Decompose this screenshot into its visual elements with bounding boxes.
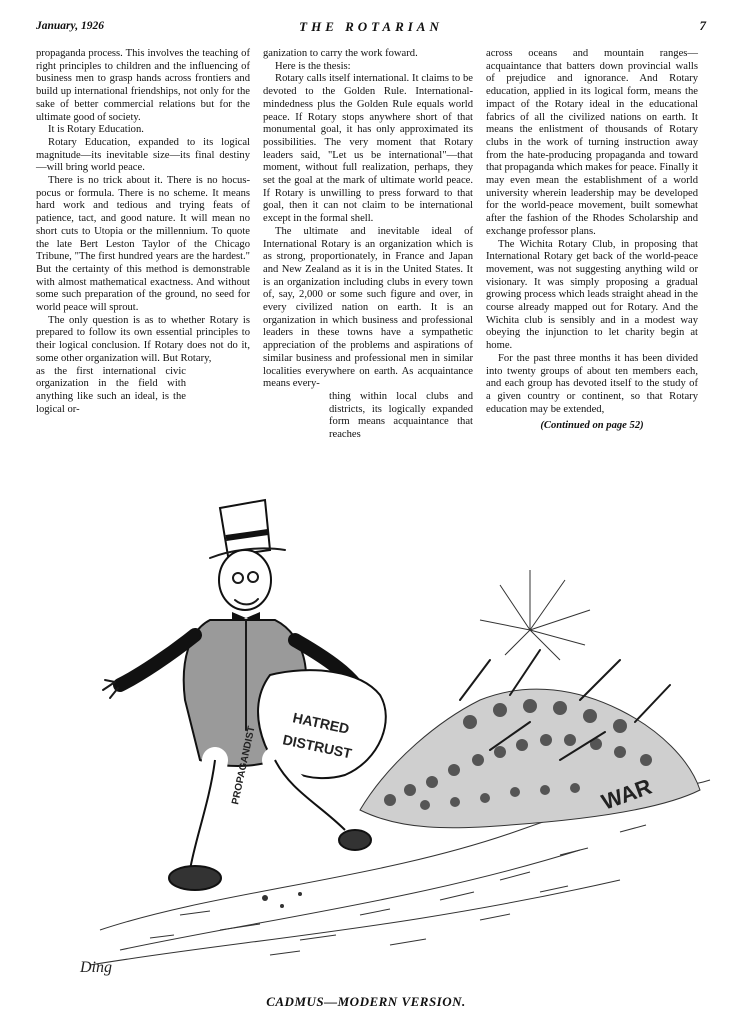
article-column-3: [486, 48, 698, 433]
paragraph: For the past three months it has been divided into twenty groups of about ten members each, and each group has devoted itself to the study of a given country or continent, so that Rotary education may be extended,: [486, 352, 698, 415]
continued-note: (Continued on page 52): [540, 420, 644, 432]
sack-label-distrust: DISTRUST: [281, 731, 354, 762]
leg-label-propagandist: PROPAGANDIST: [230, 725, 258, 806]
paragraph: Rotary calls itself international. It claims to be devoted to the Golden Rule. International-mindedness plus the Golden Rule equals world peace. If Rotary stops anywhere short of that monumental goal, it has only approximated its possibilities. The very moment that Rotary leaders said, "Let us be international"—that moment, without full realization, perhaps, they set the goal at the mark of ultimate world peace. If Rotary is unwilling to press forward to that goal, then it can not claim to be international except in the formal shell.: [263, 73, 473, 225]
paragraph: The only question is as to whether Rotary is prepared to follow its own essential principles to their logical conclusion. If Rotary does not do it, some other organization will. But Rotary,: [36, 314, 250, 364]
article-column-1: [36, 48, 250, 416]
artist-signature: Ding: [80, 959, 112, 976]
army-crowd: [360, 650, 700, 828]
paragraph: The Wichita Rotary Club, in proposing that International Rotary get back of the world-peace movement, was not suggesting anything wild or visionary. It was simply proposing a gradual growing process which leads straight ahead in the course already mapped out for Rotary. And the Wichita club is sensibly and in a modest way obeying the injunction to let charity begin at home.: [486, 238, 698, 352]
paragraph: The ultimate and inevitable ideal of International Rotary is an organization which is as strong, proportionately, in France and Japan and New Zealand as it is in the United States. It is an organization including clubs in every town of, say, 2,000 or some such figure and over, in every civilized nation on earth. It is an organization in which business and professional leaders in these towns have a sympathetic appreciation of the problems and aspirations of similar business and professional men in similar localities everywhere on earth. As acquaintance means every-: [263, 225, 473, 390]
cartoon-illustration: [60, 460, 720, 980]
paragraph: propaganda process. This involves the teaching of right principles to children and the influencing of business men to grasp hands across frontiers and build up international friendships, not only for the sake of better commercial relations but for the ultimate good of society.: [36, 48, 250, 123]
running-header: [36, 20, 706, 38]
magazine-title: THE ROTARIAN: [299, 19, 443, 34]
paragraph: ganization to carry the work foward.: [263, 48, 418, 59]
cartoon-caption: CADMUS—MODERN VERSION.: [266, 994, 466, 1009]
paragraph: Here is the thesis:: [275, 60, 351, 72]
propagandist-figure: [103, 500, 386, 908]
page-number: 7: [699, 18, 706, 33]
explosion-burst: [480, 570, 590, 660]
paragraph: across oceans and mountain ranges—acquaintance that batters down provincial walls of prejudice and ignorance. And Rotary education, applied in its logical form, means the impact of the Rotary ideal in the educational fabrics of all the civilized nations on earth. It means the enlistment of thousands of Rotary clubs in the work of turning instruction away from the hate-producing propaganda and toward that propaganda which makes for peace. Finally it may even mean the establishment of a world university wherein leadership may be developed for the world-peace movement, built somewhat after the fashion of the Rhodes Scholarship and exchange professor plans.: [486, 48, 698, 237]
war-label: WAR: [598, 773, 655, 815]
article-column-2: [263, 48, 473, 442]
paragraph: It is Rotary Education.: [48, 124, 144, 136]
paragraph: as the first international civic organization in the field with anything like such an ideal, is the logical or-: [36, 365, 186, 415]
paragraph: Rotary Education, expanded to its logical magnitude—its inevitable size—its final destiny—will bring world peace.: [36, 136, 250, 174]
paragraph: thing within local clubs and districts, its logically expanded form means acquaintance that reaches: [329, 390, 473, 441]
issue-date: January, 1926: [36, 20, 104, 32]
sack-label-hatred: HATRED: [291, 709, 351, 737]
paragraph: There is no trick about it. There is no hocus-pocus or formula. There is no scheme. It means hard work and tedious and trying feats of patience, tact, and good nature. It will mean no short cuts to Utopia or the millennium. To quote the late Bert Leston Taylor of the Chicago Tribune, "The first hundred years are the hardest." But the certainty of this method is demonstrable with almost mathematical exactness. And without some such preparation of the ground, no seed for world peace will sprout.: [36, 175, 250, 314]
